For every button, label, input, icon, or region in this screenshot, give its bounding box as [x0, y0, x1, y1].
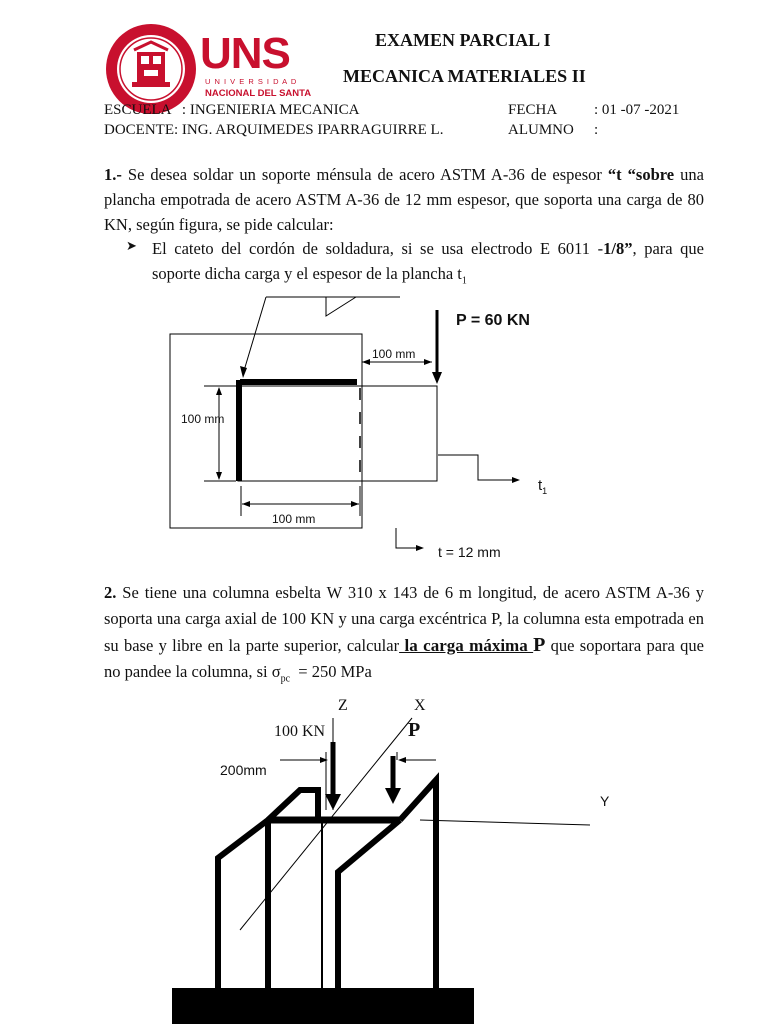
- uns-logo: UNS: [200, 29, 290, 78]
- question-2-text-a: Se tiene una columna esbelta W 310 x 143 de 6 m longitud, de acero ASTM A-36 y soporta una carga axial de 100 KN y una carga excéntrica P, la columna esta empotrada en su base y libre en la parte superior, calcular: [104, 583, 704, 655]
- uns-logo-subtitle-1: U N I V E R S I D A D: [205, 77, 298, 86]
- course-title: MECANICA MATERIALES II: [343, 66, 586, 86]
- bullet-electrode: 1/8”: [603, 239, 633, 258]
- t1-subscript: 1: [542, 486, 548, 496]
- z-axis-label: Z: [338, 697, 348, 714]
- dimension-top: 100 mm: [372, 347, 416, 361]
- date-value: : 01 -07 -2021: [594, 102, 680, 118]
- bullet-text-a: El cateto del cordón de soldadura, si se usa electrodo E 6011 -: [152, 239, 604, 258]
- question-2-number: 2.: [104, 583, 117, 602]
- question-1-thickness: “t “sobre: [607, 165, 675, 184]
- student-label: ALUMNO: [508, 122, 574, 138]
- plate-thickness-label: t = 12 mm: [438, 544, 501, 560]
- dimension-left: 100 mm: [181, 412, 225, 426]
- question-1-number: 1.-: [104, 165, 122, 184]
- bullet-subscript: 1: [461, 275, 467, 287]
- question-2-text-b: que soportara para que no pandee la columna, si σ: [104, 636, 704, 681]
- school-field: ESCUELA : INGENIERIA MECANICA: [104, 102, 360, 118]
- bullet-text-b: , para que soporte dicha carga y el espesor de la plancha t: [152, 239, 705, 283]
- load-label: P = 60 KN: [456, 312, 530, 329]
- uns-logo-subtitle-2: NACIONAL DEL SANTA: [205, 88, 312, 99]
- question-2-p: P: [533, 634, 546, 656]
- x-axis-label: X: [414, 697, 426, 714]
- question-2-subscript: pc: [280, 673, 291, 685]
- teacher-field: DOCENTE: ING. ARQUIMEDES IPARRAGUIRRE L.: [104, 122, 444, 138]
- student-value: :: [594, 122, 599, 138]
- eccentric-load-label: P: [408, 719, 421, 741]
- axial-load-label: 100 KN: [274, 723, 326, 740]
- question-1-text-b: una plancha empotrada de acero ASTM A-36 de 12 mm espesor, que soporta una carga de 80 KN, según figura, se pide calcular:: [104, 165, 704, 234]
- eccentricity-dimension: 200mm: [220, 762, 267, 778]
- y-axis-label: Y: [600, 793, 610, 809]
- question-2-max-load: la carga máxima: [399, 636, 534, 655]
- date-label: FECHA: [508, 102, 558, 118]
- question-2-text-c: = 250 MPa: [290, 662, 372, 681]
- dimension-bottom: 100 mm: [272, 512, 316, 526]
- t1-letter: t: [538, 477, 543, 494]
- question-1-text-a: Se desea soldar un soporte ménsula de acero ASTM A-36 de espesor: [121, 165, 608, 184]
- bullet-arrow-icon: ➤: [126, 239, 137, 254]
- exam-title: EXAMEN PARCIAL I: [375, 30, 551, 50]
